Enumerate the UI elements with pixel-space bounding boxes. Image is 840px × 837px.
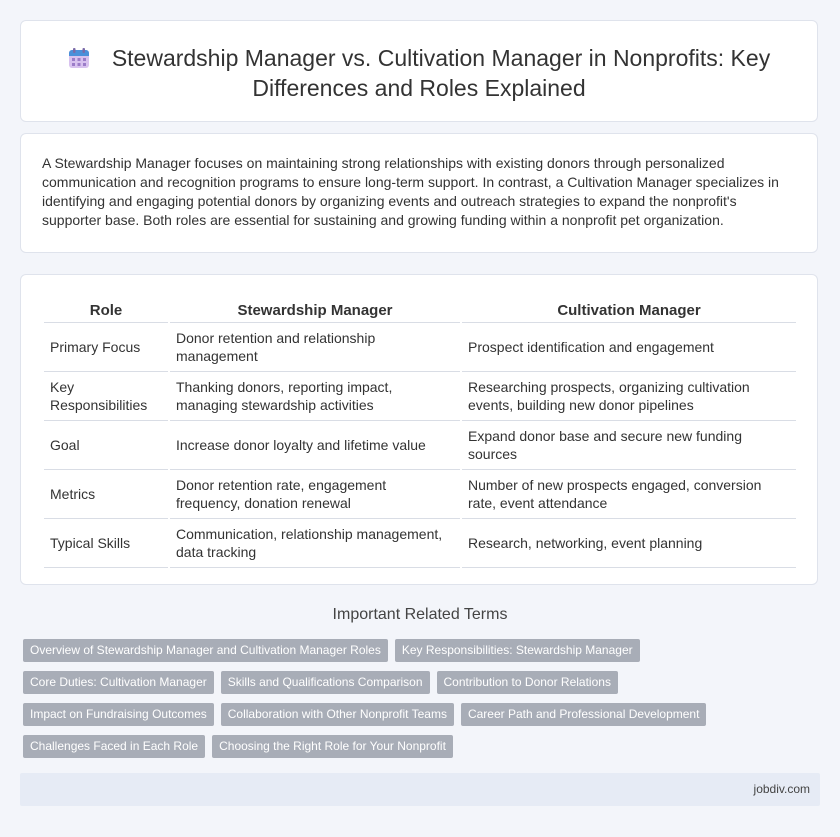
page-title-wrap bbox=[21, 43, 817, 103]
related-term-tag[interactable]: Skills and Qualifications Comparison bbox=[221, 671, 430, 694]
related-term-tag[interactable]: Collaboration with Other Nonprofit Teams bbox=[221, 703, 454, 726]
footer-site-link[interactable]: jobdiv.com bbox=[753, 782, 810, 796]
stewardship-cell: Increase donor loyalty and lifetime value bbox=[170, 421, 460, 470]
header-role: Role bbox=[44, 294, 168, 323]
related-term-tag[interactable]: Challenges Faced in Each Role bbox=[23, 735, 205, 758]
row-label: Primary Focus bbox=[44, 323, 168, 372]
tag-row bbox=[23, 671, 823, 694]
stewardship-cell: Donor retention rate, engagement frequency, donation renewal bbox=[170, 470, 460, 519]
related-terms-tags bbox=[23, 639, 823, 767]
cultivation-cell: Expand donor base and secure new funding sources bbox=[462, 421, 796, 470]
table-row bbox=[44, 421, 796, 470]
calendar-icon bbox=[68, 47, 90, 69]
related-term-tag[interactable]: Impact on Fundraising Outcomes bbox=[23, 703, 214, 726]
title-card bbox=[20, 20, 818, 122]
table-header-row bbox=[44, 294, 796, 323]
related-term-tag[interactable]: Overview of Stewardship Manager and Cultivation Manager Roles bbox=[23, 639, 388, 662]
row-label: Key Responsibilities bbox=[44, 372, 168, 421]
related-term-tag[interactable]: Contribution to Donor Relations bbox=[437, 671, 618, 694]
related-term-tag[interactable]: Core Duties: Cultivation Manager bbox=[23, 671, 214, 694]
tag-row bbox=[23, 735, 823, 758]
row-label: Goal bbox=[44, 421, 168, 470]
related-term-tag[interactable]: Career Path and Professional Development bbox=[461, 703, 706, 726]
intro-card bbox=[20, 133, 818, 253]
page-title: Stewardship Manager vs. Cultivation Manager in Nonprofits: Key Differences and Roles Explained bbox=[111, 45, 771, 101]
stewardship-cell: Thanking donors, reporting impact, managing stewardship activities bbox=[170, 372, 460, 421]
cultivation-cell: Researching prospects, organizing cultivation events, building new donor pipelines bbox=[462, 372, 796, 421]
cultivation-cell: Research, networking, event planning bbox=[462, 519, 796, 568]
stewardship-cell: Donor retention and relationship management bbox=[170, 323, 460, 372]
related-term-tag[interactable]: Choosing the Right Role for Your Nonprofit bbox=[212, 735, 453, 758]
tag-row bbox=[23, 639, 823, 662]
row-label: Typical Skills bbox=[44, 519, 168, 568]
table-row bbox=[44, 470, 796, 519]
row-label: Metrics bbox=[44, 470, 168, 519]
related-terms-title: Important Related Terms bbox=[332, 606, 508, 623]
intro-paragraph: A Stewardship Manager focuses on maintaining strong relationships with existing donors through personalized communication and recognition programs to ensure long-term support. In contrast, a Cultivation Manager specializes in identifying and engaging potential donors by organizing events and outreach strategies to expand the nonprofit's supporter base. Both roles are essential for sustaining and growing funding within a nonprofit pet organization. bbox=[42, 155, 779, 228]
cultivation-cell: Number of new prospects engaged, conversion rate, event attendance bbox=[462, 470, 796, 519]
footer bbox=[20, 773, 820, 806]
table-row bbox=[44, 323, 796, 372]
related-term-tag[interactable]: Key Responsibilities: Stewardship Manager bbox=[395, 639, 640, 662]
cultivation-cell: Prospect identification and engagement bbox=[462, 323, 796, 372]
table-row bbox=[44, 519, 796, 568]
header-stewardship-manager: Stewardship Manager bbox=[170, 294, 460, 323]
comparison-table bbox=[42, 294, 798, 568]
tag-row bbox=[23, 703, 823, 726]
stewardship-cell: Communication, relationship management, data tracking bbox=[170, 519, 460, 568]
header-cultivation-manager: Cultivation Manager bbox=[462, 294, 796, 323]
comparison-card bbox=[20, 274, 818, 585]
table-row bbox=[44, 372, 796, 421]
